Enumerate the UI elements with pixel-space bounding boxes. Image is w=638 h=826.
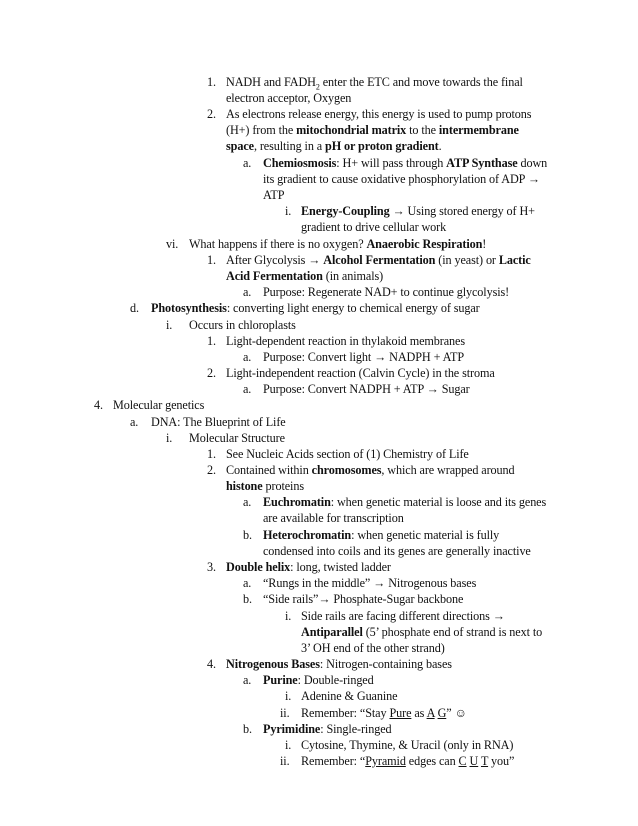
text-line: Heterochromatin: when genetic material is fully	[263, 528, 500, 542]
list-marker: a.	[243, 285, 252, 299]
list-marker: ii.	[280, 706, 290, 720]
text-line: Nitrogenous Bases: Nitrogen-containing bases	[226, 657, 452, 671]
list-marker: i.	[285, 204, 292, 218]
text-line: Molecular Structure	[189, 431, 285, 445]
list-marker: a.	[243, 673, 252, 687]
list-marker: a.	[130, 415, 139, 429]
text-line: Energy-Coupling → Using stored energy of H+	[301, 204, 535, 218]
text-line: “Side rails”→ Phosphate-Sugar backbone	[263, 592, 464, 606]
text-line: are available for transcription	[263, 511, 404, 525]
text-line: What happens if there is no oxygen? Anaerobic Respiration!	[189, 237, 487, 251]
text-line: Purpose: Convert NADPH + ATP → Sugar	[263, 382, 470, 396]
text-line: histone proteins	[226, 479, 304, 493]
text-line: its gradient to cause oxidative phosphorylation of ADP →	[263, 172, 540, 186]
list-marker: i.	[285, 689, 292, 703]
list-marker: b.	[243, 528, 252, 542]
text-line: gradient to drive cellular work	[301, 220, 447, 234]
text-line: Purpose: Convert light → NADPH + ATP	[263, 350, 464, 364]
text-line: Double helix: long, twisted ladder	[226, 560, 391, 574]
text-line: As electrons release energy, this energy is used to pump protons	[226, 107, 532, 121]
list-marker: ii.	[280, 754, 290, 768]
text-line: Side rails are facing different directions →	[301, 609, 505, 623]
list-marker: 4.	[94, 398, 103, 412]
list-marker: i.	[285, 609, 292, 623]
text-line: Remember: “Stay Pure as A G” ☺	[301, 706, 467, 720]
text-line: DNA: The Blueprint of Life	[151, 415, 286, 429]
list-marker: i.	[166, 431, 173, 445]
text-line: Euchromatin: when genetic material is loose and its genes	[263, 495, 547, 509]
text-line: Occurs in chloroplasts	[189, 318, 296, 332]
list-marker: b.	[243, 722, 252, 736]
list-marker: 3.	[207, 560, 216, 574]
list-marker: 2.	[207, 107, 216, 121]
list-marker: vi.	[166, 237, 179, 251]
list-marker: 1.	[207, 253, 216, 267]
text-line: electron acceptor, Oxygen	[226, 91, 352, 105]
list-marker: d.	[130, 301, 139, 315]
list-marker: i.	[285, 738, 292, 752]
text-line: Molecular genetics	[113, 398, 205, 412]
list-marker: b.	[243, 592, 252, 606]
list-marker: 1.	[207, 334, 216, 348]
list-marker: a.	[243, 156, 252, 170]
text-line: ATP	[263, 188, 285, 202]
text-line: Contained within chromosomes, which are wrapped around	[226, 463, 515, 477]
text-line: Antiparallel (5’ phosphate end of strand is next to	[301, 625, 543, 639]
list-marker: 1.	[207, 447, 216, 461]
text-line: Acid Fermentation (in animals)	[226, 269, 384, 283]
text-line: After Glycolysis → Alcohol Fermentation (in yeast) or Lactic	[226, 253, 531, 267]
text-line: Purpose: Regenerate NAD+ to continue glycolysis!	[263, 285, 510, 299]
list-marker: a.	[243, 382, 252, 396]
text-line: Remember: “Pyramid edges can C U T you”	[301, 754, 515, 768]
text-line: Cytosine, Thymine, & Uracil (only in RNA)	[301, 738, 514, 752]
text-line: “Rungs in the middle” → Nitrogenous bases	[263, 576, 477, 590]
list-marker: 2.	[207, 366, 216, 380]
text-line: Chemiosmosis: H+ will pass through ATP Synthase down	[263, 156, 548, 170]
text-line: (H+) from the mitochondrial matrix to the intermembrane	[226, 123, 519, 137]
list-marker: i.	[166, 318, 173, 332]
list-marker: a.	[243, 350, 252, 364]
text-line: Purine: Double-ringed	[263, 673, 374, 687]
list-marker: 2.	[207, 463, 216, 477]
list-marker: 4.	[207, 657, 216, 671]
text-line: Light-dependent reaction in thylakoid membranes	[226, 334, 465, 348]
text-line: 3’ OH end of the other strand)	[301, 641, 445, 655]
text-line: space, resulting in a pH or proton gradient.	[226, 139, 442, 153]
list-marker: a.	[243, 495, 252, 509]
text-line: Photosynthesis: converting light energy to chemical energy of sugar	[151, 301, 480, 315]
text-line: condensed into coils and its genes are generally inactive	[263, 544, 531, 558]
list-marker: 1.	[207, 75, 216, 89]
text-line: See Nucleic Acids section of (1) Chemistry of Life	[226, 447, 469, 461]
text-line: Adenine & Guanine	[301, 689, 398, 703]
text-line: Light-independent reaction (Calvin Cycle) in the stroma	[226, 366, 495, 380]
text-line: NADH and $FADH_2$ enter the ETC and move towards the final	[226, 75, 523, 92]
list-marker: a.	[243, 576, 252, 590]
text-line: Pyrimidine: Single-ringed	[263, 722, 392, 736]
